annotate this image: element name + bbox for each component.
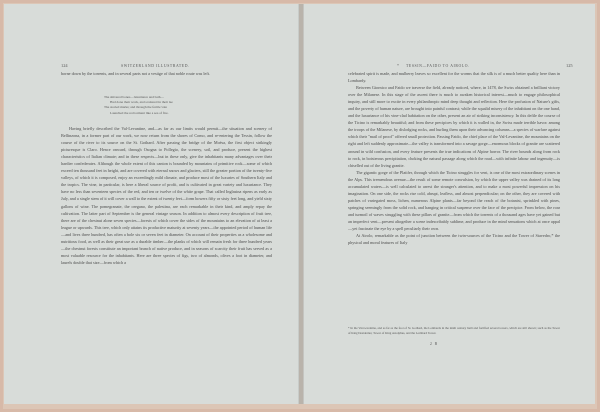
paragraph: celebrated spirit is made, and mulberry leaves so excellent for the worms that the silk is of a much better quality here than in Lombardy. [348, 71, 560, 84]
poem-line: Had done their work, and scattered in their lee [110, 100, 173, 105]
running-head: SWITZERLAND ILLUSTRATED. [121, 64, 190, 68]
footnote: * In the Val-Leventina, and as far as the foot of St. Gothard, the Lombards in the ninth century built and fortified several towers, which are still shown; such as the Tower of King Desiderius; Tower of King Astolphus, and the Lombard Tower. [348, 326, 560, 335]
paragraph: Having briefly described the Val-Levantine, and—as far as our limits would permit—the situation and scenery of Bellinzona, in a former part of our work, we now return from the shores of Como, and re-entering the Tessin, follow the course of the river to its source on the St. Gothard. After passing the bridge of the Moësa, the first object strikingly picturesque is Claro. Hence onward, through Osogna to Pollegio, the scenery, soil, and produce, present the highest characteristics of Italian climate; and in these respects—but in these only, give the inhabitants many advantages over their hardier confederates. Although the whole extent of this canton is bounded by mountains of primitive rock—some of which exceed ten thousand feet in height, and are covered with eternal snows and glaciers, still the greater portion of the twenty-five valleys, of which it is composed, enjoy an exceedingly mild climate, and produce most of the luxuries of Southern Italy and the tropics. The vine, in particular, is here a liberal source of profit, and is cultivated in great variety and luxuriance. They have no less than seventeen species of the red, and ten or twelve of the white grape. That called Inglasina ripens as early as July, and a single stem of it will cover a wall to the extent of twenty feet—form bowers fifty or sixty feet long, and yield sixty gallons of wine. The pomegranate, the oregano, the palestina, are each remarkable in their kind, and amply repay the cultivation. The latter part of September is the general vintage season. In addition to almost every description of fruit tree, there are of the chestnut alone seven species—forests of which cover the sides of the mountains to an elevation of at least a league or upwards. This tree, which only attains its productive maturity at seventy years—the appointed period of human life—and lives three hundred, has often a bole six or seven feet in diameter. On account of their properties as a wholesome and nutritious food, as well as their great use as a durable timber—the planks of which will remain fresh for three hundred years—the chestnut forests constitute an important branch of native produce, and in seasons of scarcity their fruit has served as a most valuable resource for the inhabitants. Here are three species of figs, two of almonds, olives a foot in diameter, and laurels double that size—from which a [61, 126, 272, 265]
running-head: TESSIN—FAIDO TO AIROLO. [406, 64, 470, 68]
body-text [61, 125, 272, 266]
printer-signature: 2 B [430, 342, 439, 346]
poem-line: The shivered bones—luxuriance and bath— [104, 95, 164, 99]
body-text [348, 70, 560, 246]
poem-line: Launched the red torment like a sea of fire. [110, 110, 169, 115]
opening-text [61, 70, 272, 77]
page-number: 125 [566, 63, 573, 68]
paragraph: borne down by the torrents, and in several parts not a vestige of that noble route was left. [61, 71, 210, 76]
right-page [303, 4, 595, 404]
left-page [4, 4, 299, 404]
paragraph: Between Giornico and Faido we traverse the field, already noticed, where, in 1478, the Swiss obtained a brilliant victory over the Milanese. In this stage of the ascent there is much to awaken historical interest—much to engage philosophical inquiry, and still more to excite in every philanthropic mind deep thought and reflection. Here the profusion of Nature's gifts, and the poverty of human nature, are brought into painful contrast; while the squalid misery of the inhabitant on the one hand, and the luxuriance of his vine-clad habitation on the other, present an air of striking inconsistency. In this defile the course of the Ticino is remarkably beautiful; and from these precipices by which it is walled in, the Swiss made terrible havoc among the troops of the Milanese, by dislodging rocks, and hurling them upon their advancing columns—a species of warfare against which their "mail of proof" offered small protection. Passing Faido, the chief place of the Val-Levantine, the mountains on the right and left suddenly approximate—the valley is transformed into a savage gorge—enormous blocks of granite are scattered around in wild confusion, and every feature presents the true indications of Alpine horror. The river bounds along from rock to rock, in boisterous precipitation, choking the natural passage along which the road—with infinite labour and ingenuity—is chiselled out of the living granite. [348, 85, 560, 168]
page-marker: * [397, 63, 399, 68]
poem-quote [104, 95, 224, 116]
paragraph: At Airolo, remarkable as the point of junction between the twin-sources of the Ticino and the Tower of Stavedro,* the physical and moral features of Italy [348, 233, 560, 246]
page-number: 124 [61, 63, 68, 68]
poem-line: The storied marks; and through the fertile vale [104, 105, 167, 110]
paragraph: The gigantic gorge of the Platifer, through which the Ticino struggles for vent, is one of the most extraordinary scenes in the Alps. This tremendous avenue—the result of some remote convulsion, by which the upper valley was drained of its long accumulated waters—is well calculated to arrest the stranger's attention, and to make a most powerful impression on his imagination. On one side, the rocks rise cold, abrupt, leafless, and almost perpendicular; on the other, they are covered with patches of variegated moss, lichen, numerous Alpine plants—far beyond the reach of the botanist, sprinkled with pines, springing seemingly from the solid rock, and hanging in critical suspense over the face of the precipice. From below, the roar and turmoil of waves struggling with these pillars of granite—from which the torrents of a thousand ages have yet gained but an imperfect vent—present altogether a scene indescribably sublime, and produce in the mind sensations which at once appal—yet fascinate the eye by a spell peculiarly their own. [348, 169, 560, 232]
